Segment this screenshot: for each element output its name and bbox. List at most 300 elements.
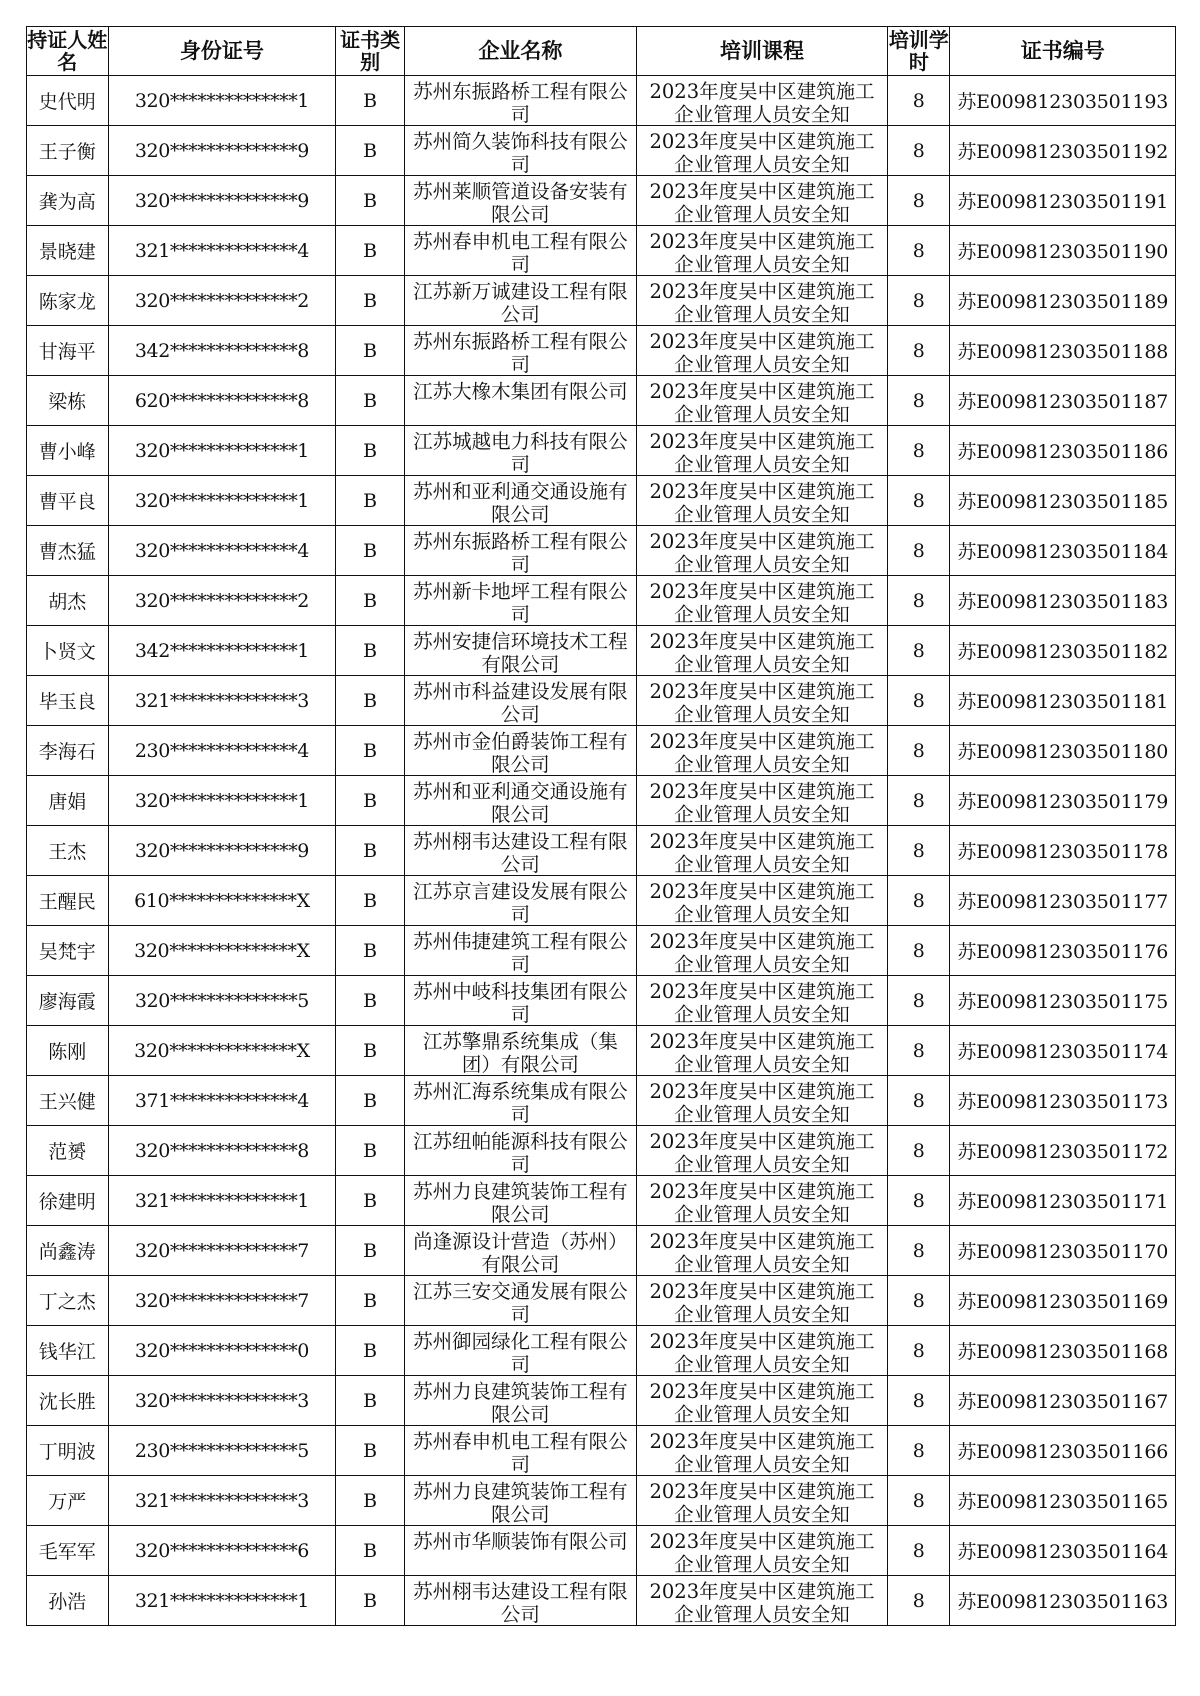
hours-cell: 8 bbox=[888, 126, 950, 176]
hours-cell: 8 bbox=[888, 926, 950, 976]
cert-number-cell: 苏E009812303501174 bbox=[950, 1026, 1176, 1076]
company-cell bbox=[404, 826, 636, 876]
id-number-cell: 321**************3 bbox=[108, 1476, 336, 1526]
course-text: 2023年度吴中区建筑施工企业管理人员安全知 bbox=[649, 279, 875, 324]
course-cell bbox=[636, 926, 887, 976]
cert-category-cell: B bbox=[336, 76, 405, 126]
id-number-cell: 342**************1 bbox=[108, 626, 336, 676]
company-cell bbox=[404, 1426, 636, 1476]
cert-number-cell: 苏E009812303501169 bbox=[950, 1276, 1176, 1326]
company-text: 江苏大橡木集团有限公司 bbox=[413, 379, 628, 403]
cert-number-cell: 苏E009812303501172 bbox=[950, 1126, 1176, 1176]
table-row bbox=[27, 276, 1176, 326]
company-text: 苏州力良建筑装饰工程有限公司 bbox=[413, 1379, 628, 1424]
hours-cell: 8 bbox=[888, 1126, 950, 1176]
table-header bbox=[27, 27, 1176, 76]
header-cert-number: 证书编号 bbox=[950, 27, 1176, 76]
hours-cell: 8 bbox=[888, 76, 950, 126]
course-text: 2023年度吴中区建筑施工企业管理人员安全知 bbox=[649, 879, 875, 924]
course-text: 2023年度吴中区建筑施工企业管理人员安全知 bbox=[649, 929, 875, 974]
holder-name-cell: 吴梵宇 bbox=[27, 926, 109, 976]
company-text: 苏州东振路桥工程有限公司 bbox=[413, 329, 628, 374]
company-text: 苏州市华顺装饰有限公司 bbox=[413, 1529, 628, 1553]
table-row bbox=[27, 1576, 1176, 1626]
cert-number-cell: 苏E009812303501175 bbox=[950, 976, 1176, 1026]
table-row bbox=[27, 826, 1176, 876]
cert-number-cell: 苏E009812303501164 bbox=[950, 1526, 1176, 1576]
course-text: 2023年度吴中区建筑施工企业管理人员安全知 bbox=[649, 1029, 875, 1074]
cert-category-cell: B bbox=[336, 126, 405, 176]
hours-cell: 8 bbox=[888, 1376, 950, 1426]
table-row bbox=[27, 326, 1176, 376]
holder-name-cell: 曹小峰 bbox=[27, 426, 109, 476]
company-text: 苏州安捷信环境技术工程有限公司 bbox=[413, 629, 628, 674]
table-row bbox=[27, 526, 1176, 576]
cert-number-cell: 苏E009812303501179 bbox=[950, 776, 1176, 826]
course-cell bbox=[636, 1526, 887, 1576]
course-text: 2023年度吴中区建筑施工企业管理人员安全知 bbox=[649, 1529, 875, 1574]
id-number-cell: 320**************9 bbox=[108, 126, 336, 176]
company-cell bbox=[404, 376, 636, 426]
table-row bbox=[27, 1076, 1176, 1126]
company-cell bbox=[404, 926, 636, 976]
cert-category-cell: B bbox=[336, 376, 405, 426]
cert-number-cell: 苏E009812303501163 bbox=[950, 1576, 1176, 1626]
holder-name-cell: 王兴健 bbox=[27, 1076, 109, 1126]
course-cell bbox=[636, 626, 887, 676]
holder-name-cell: 孙浩 bbox=[27, 1576, 109, 1626]
course-cell bbox=[636, 776, 887, 826]
table-row bbox=[27, 776, 1176, 826]
course-cell bbox=[636, 576, 887, 626]
company-cell bbox=[404, 776, 636, 826]
company-text: 尚逢源设计营造（苏州）有限公司 bbox=[413, 1229, 628, 1274]
hours-cell: 8 bbox=[888, 226, 950, 276]
id-number-cell: 620**************8 bbox=[108, 376, 336, 426]
cert-category-cell: B bbox=[336, 926, 405, 976]
hours-cell: 8 bbox=[888, 1076, 950, 1126]
course-cell bbox=[636, 876, 887, 926]
id-number-cell: 320**************2 bbox=[108, 576, 336, 626]
company-text: 苏州力良建筑装饰工程有限公司 bbox=[413, 1479, 628, 1524]
company-text: 苏州和亚利通交通设施有限公司 bbox=[413, 479, 628, 524]
cert-number-cell: 苏E009812303501165 bbox=[950, 1476, 1176, 1526]
company-text: 江苏京言建设发展有限公司 bbox=[413, 879, 628, 924]
cert-category-cell: B bbox=[336, 1076, 405, 1126]
hours-cell: 8 bbox=[888, 376, 950, 426]
cert-number-cell: 苏E009812303501184 bbox=[950, 526, 1176, 576]
company-cell bbox=[404, 1026, 636, 1076]
cert-category-cell: B bbox=[336, 1376, 405, 1426]
course-text: 2023年度吴中区建筑施工企业管理人员安全知 bbox=[649, 1379, 875, 1424]
cert-category-cell: B bbox=[336, 1126, 405, 1176]
table-row bbox=[27, 226, 1176, 276]
cert-category-cell: B bbox=[336, 426, 405, 476]
company-text: 苏州栩韦达建设工程有限公司 bbox=[413, 829, 628, 874]
hours-cell: 8 bbox=[888, 1176, 950, 1226]
header-hours: 培训学时 bbox=[888, 28, 949, 74]
company-cell bbox=[404, 976, 636, 1026]
course-text: 2023年度吴中区建筑施工企业管理人员安全知 bbox=[649, 1279, 875, 1324]
id-number-cell: 230**************5 bbox=[108, 1426, 336, 1476]
cert-number-cell: 苏E009812303501193 bbox=[950, 76, 1176, 126]
course-text: 2023年度吴中区建筑施工企业管理人员安全知 bbox=[649, 1329, 875, 1374]
course-cell bbox=[636, 1476, 887, 1526]
cert-category-cell: B bbox=[336, 1326, 405, 1376]
table-row bbox=[27, 626, 1176, 676]
hours-cell: 8 bbox=[888, 626, 950, 676]
cert-category-cell: B bbox=[336, 676, 405, 726]
cert-category-cell: B bbox=[336, 1276, 405, 1326]
cert-number-cell: 苏E009812303501187 bbox=[950, 376, 1176, 426]
cert-category-cell: B bbox=[336, 576, 405, 626]
table-row bbox=[27, 76, 1176, 126]
holder-name-cell: 万严 bbox=[27, 1476, 109, 1526]
certificate-table bbox=[26, 26, 1176, 1626]
course-cell bbox=[636, 1276, 887, 1326]
table-row bbox=[27, 476, 1176, 526]
company-text: 苏州简久装饰科技有限公司 bbox=[413, 129, 628, 174]
cert-category-cell: B bbox=[336, 476, 405, 526]
company-text: 苏州中岐科技集团有限公司 bbox=[413, 979, 628, 1024]
hours-cell: 8 bbox=[888, 426, 950, 476]
holder-name-cell: 陈刚 bbox=[27, 1026, 109, 1076]
table-row bbox=[27, 1126, 1176, 1176]
holder-name-cell: 甘海平 bbox=[27, 326, 109, 376]
holder-name-cell: 唐娟 bbox=[27, 776, 109, 826]
course-cell bbox=[636, 1576, 887, 1626]
course-text: 2023年度吴中区建筑施工企业管理人员安全知 bbox=[649, 679, 875, 724]
company-cell bbox=[404, 1576, 636, 1626]
id-number-cell: 320**************3 bbox=[108, 1376, 336, 1426]
course-text: 2023年度吴中区建筑施工企业管理人员安全知 bbox=[649, 979, 875, 1024]
hours-cell: 8 bbox=[888, 976, 950, 1026]
company-text: 苏州和亚利通交通设施有限公司 bbox=[413, 779, 628, 824]
holder-name-cell: 曹平良 bbox=[27, 476, 109, 526]
table-row bbox=[27, 926, 1176, 976]
cert-number-cell: 苏E009812303501176 bbox=[950, 926, 1176, 976]
cert-category-cell: B bbox=[336, 176, 405, 226]
table-row bbox=[27, 176, 1176, 226]
cert-number-cell: 苏E009812303501180 bbox=[950, 726, 1176, 776]
id-number-cell: 321**************1 bbox=[108, 1176, 336, 1226]
company-cell bbox=[404, 1276, 636, 1326]
holder-name-cell: 胡杰 bbox=[27, 576, 109, 626]
course-text: 2023年度吴中区建筑施工企业管理人员安全知 bbox=[649, 779, 875, 824]
header-row bbox=[27, 27, 1176, 76]
company-text: 苏州御园绿化工程有限公司 bbox=[413, 1329, 628, 1374]
course-cell bbox=[636, 1026, 887, 1076]
hours-cell: 8 bbox=[888, 776, 950, 826]
holder-name-cell: 曹杰猛 bbox=[27, 526, 109, 576]
company-cell bbox=[404, 626, 636, 676]
id-number-cell: 320**************0 bbox=[108, 1326, 336, 1376]
document-page bbox=[26, 26, 1176, 1626]
table-row bbox=[27, 1026, 1176, 1076]
company-cell bbox=[404, 1376, 636, 1426]
id-number-cell: 320**************2 bbox=[108, 276, 336, 326]
course-text: 2023年度吴中区建筑施工企业管理人员安全知 bbox=[649, 379, 875, 424]
cert-category-cell: B bbox=[336, 776, 405, 826]
course-cell bbox=[636, 476, 887, 526]
cert-category-cell: B bbox=[336, 1426, 405, 1476]
hours-cell: 8 bbox=[888, 276, 950, 326]
hours-cell: 8 bbox=[888, 1426, 950, 1476]
holder-name-cell: 李海石 bbox=[27, 726, 109, 776]
cert-number-cell: 苏E009812303501188 bbox=[950, 326, 1176, 376]
course-text: 2023年度吴中区建筑施工企业管理人员安全知 bbox=[649, 1579, 875, 1624]
cert-number-cell: 苏E009812303501166 bbox=[950, 1426, 1176, 1476]
course-text: 2023年度吴中区建筑施工企业管理人员安全知 bbox=[649, 829, 875, 874]
course-text: 2023年度吴中区建筑施工企业管理人员安全知 bbox=[649, 1079, 875, 1124]
company-cell bbox=[404, 426, 636, 476]
company-text: 苏州栩韦达建设工程有限公司 bbox=[413, 1579, 628, 1624]
course-cell bbox=[636, 1076, 887, 1126]
course-text: 2023年度吴中区建筑施工企业管理人员安全知 bbox=[649, 1129, 875, 1174]
cert-number-cell: 苏E009812303501170 bbox=[950, 1226, 1176, 1276]
hours-cell: 8 bbox=[888, 326, 950, 376]
company-text: 苏州新卡地坪工程有限公司 bbox=[413, 579, 628, 624]
hours-cell: 8 bbox=[888, 1276, 950, 1326]
company-cell bbox=[404, 326, 636, 376]
course-cell bbox=[636, 276, 887, 326]
holder-name-cell: 王杰 bbox=[27, 826, 109, 876]
table-row bbox=[27, 126, 1176, 176]
id-number-cell: 320**************5 bbox=[108, 976, 336, 1026]
holder-name-cell: 王子衡 bbox=[27, 126, 109, 176]
company-cell bbox=[404, 176, 636, 226]
table-row bbox=[27, 1226, 1176, 1276]
holder-name-cell: 丁之杰 bbox=[27, 1276, 109, 1326]
id-number-cell: 320**************7 bbox=[108, 1276, 336, 1326]
holder-name-cell: 廖海霞 bbox=[27, 976, 109, 1026]
header-cert-category: 证书类别 bbox=[336, 27, 405, 76]
header-course: 培训课程 bbox=[636, 27, 887, 76]
header-holder-name: 持证人姓名 bbox=[27, 28, 108, 74]
company-cell bbox=[404, 676, 636, 726]
table-row bbox=[27, 1326, 1176, 1376]
cert-category-cell: B bbox=[336, 1176, 405, 1226]
course-cell bbox=[636, 826, 887, 876]
table-row bbox=[27, 376, 1176, 426]
holder-name-cell: 龚为高 bbox=[27, 176, 109, 226]
cert-category-cell: B bbox=[336, 1476, 405, 1526]
cert-category-cell: B bbox=[336, 626, 405, 676]
table-row bbox=[27, 1376, 1176, 1426]
course-text: 2023年度吴中区建筑施工企业管理人员安全知 bbox=[649, 329, 875, 374]
company-text: 苏州莱顺管道设备安装有限公司 bbox=[413, 179, 628, 224]
company-text: 江苏城越电力科技有限公司 bbox=[413, 429, 628, 474]
company-text: 苏州汇海系统集成有限公司 bbox=[413, 1079, 628, 1124]
company-text: 苏州市金伯爵装饰工程有限公司 bbox=[413, 729, 628, 774]
course-cell bbox=[636, 426, 887, 476]
hours-cell: 8 bbox=[888, 1326, 950, 1376]
cert-number-cell: 苏E009812303501183 bbox=[950, 576, 1176, 626]
company-text: 江苏纽帕能源科技有限公司 bbox=[413, 1129, 628, 1174]
course-cell bbox=[636, 976, 887, 1026]
hours-cell: 8 bbox=[888, 726, 950, 776]
course-text: 2023年度吴中区建筑施工企业管理人员安全知 bbox=[649, 479, 875, 524]
holder-name-cell: 卜贤文 bbox=[27, 626, 109, 676]
table-row bbox=[27, 1476, 1176, 1526]
cert-category-cell: B bbox=[336, 226, 405, 276]
holder-name-cell: 梁栋 bbox=[27, 376, 109, 426]
id-number-cell: 342**************8 bbox=[108, 326, 336, 376]
company-text: 苏州春申机电工程有限公司 bbox=[413, 229, 628, 274]
hours-cell: 8 bbox=[888, 476, 950, 526]
id-number-cell: 321**************4 bbox=[108, 226, 336, 276]
cert-category-cell: B bbox=[336, 826, 405, 876]
course-cell bbox=[636, 1376, 887, 1426]
cert-number-cell: 苏E009812303501192 bbox=[950, 126, 1176, 176]
table-row bbox=[27, 1426, 1176, 1476]
course-text: 2023年度吴中区建筑施工企业管理人员安全知 bbox=[649, 1179, 875, 1224]
cert-number-cell: 苏E009812303501168 bbox=[950, 1326, 1176, 1376]
holder-name-cell: 王醒民 bbox=[27, 876, 109, 926]
company-cell bbox=[404, 276, 636, 326]
company-text: 苏州力良建筑装饰工程有限公司 bbox=[413, 1179, 628, 1224]
cert-category-cell: B bbox=[336, 1576, 405, 1626]
cert-number-cell: 苏E009812303501190 bbox=[950, 226, 1176, 276]
id-number-cell: 320**************9 bbox=[108, 176, 336, 226]
hours-cell: 8 bbox=[888, 176, 950, 226]
holder-name-cell: 史代明 bbox=[27, 76, 109, 126]
cert-category-cell: B bbox=[336, 276, 405, 326]
company-cell bbox=[404, 1526, 636, 1576]
id-number-cell: 320**************X bbox=[108, 926, 336, 976]
cert-number-cell: 苏E009812303501171 bbox=[950, 1176, 1176, 1226]
course-text: 2023年度吴中区建筑施工企业管理人员安全知 bbox=[649, 529, 875, 574]
holder-name-cell: 景晓建 bbox=[27, 226, 109, 276]
company-cell bbox=[404, 76, 636, 126]
company-text: 苏州市科益建设发展有限公司 bbox=[413, 679, 628, 724]
course-text: 2023年度吴中区建筑施工企业管理人员安全知 bbox=[649, 729, 875, 774]
course-cell bbox=[636, 176, 887, 226]
id-number-cell: 230**************4 bbox=[108, 726, 336, 776]
cert-number-cell: 苏E009812303501186 bbox=[950, 426, 1176, 476]
cert-category-cell: B bbox=[336, 1226, 405, 1276]
id-number-cell: 320**************7 bbox=[108, 1226, 336, 1276]
course-cell bbox=[636, 1126, 887, 1176]
course-text: 2023年度吴中区建筑施工企业管理人员安全知 bbox=[649, 1479, 875, 1524]
company-text: 苏州春申机电工程有限公司 bbox=[413, 1429, 628, 1474]
course-cell bbox=[636, 1176, 887, 1226]
course-cell bbox=[636, 1226, 887, 1276]
table-row bbox=[27, 676, 1176, 726]
cert-number-cell: 苏E009812303501185 bbox=[950, 476, 1176, 526]
course-cell bbox=[636, 126, 887, 176]
hours-cell: 8 bbox=[888, 576, 950, 626]
company-cell bbox=[404, 876, 636, 926]
course-cell bbox=[636, 1326, 887, 1376]
company-cell bbox=[404, 526, 636, 576]
cert-number-cell: 苏E009812303501181 bbox=[950, 676, 1176, 726]
cert-category-cell: B bbox=[336, 1526, 405, 1576]
id-number-cell: 321**************1 bbox=[108, 1576, 336, 1626]
id-number-cell: 320**************1 bbox=[108, 426, 336, 476]
course-cell bbox=[636, 1426, 887, 1476]
id-number-cell: 610**************X bbox=[108, 876, 336, 926]
holder-name-cell: 徐建明 bbox=[27, 1176, 109, 1226]
id-number-cell: 320**************8 bbox=[108, 1126, 336, 1176]
company-text: 江苏擎鼎系统集成（集团）有限公司 bbox=[422, 1029, 618, 1074]
id-number-cell: 320**************1 bbox=[108, 76, 336, 126]
table-row bbox=[27, 976, 1176, 1026]
hours-cell: 8 bbox=[888, 1226, 950, 1276]
hours-cell: 8 bbox=[888, 526, 950, 576]
company-cell bbox=[404, 1476, 636, 1526]
holder-name-cell: 陈家龙 bbox=[27, 276, 109, 326]
holder-name-cell: 丁明波 bbox=[27, 1426, 109, 1476]
hours-cell: 8 bbox=[888, 1026, 950, 1076]
course-cell bbox=[636, 726, 887, 776]
course-cell bbox=[636, 376, 887, 426]
hours-cell: 8 bbox=[888, 1576, 950, 1626]
holder-name-cell: 尚鑫涛 bbox=[27, 1226, 109, 1276]
id-number-cell: 321**************3 bbox=[108, 676, 336, 726]
cert-number-cell: 苏E009812303501167 bbox=[950, 1376, 1176, 1426]
holder-name-cell: 毕玉良 bbox=[27, 676, 109, 726]
holder-name-cell: 范赟 bbox=[27, 1126, 109, 1176]
course-text: 2023年度吴中区建筑施工企业管理人员安全知 bbox=[649, 629, 875, 674]
cert-category-cell: B bbox=[336, 526, 405, 576]
holder-name-cell: 钱华江 bbox=[27, 1326, 109, 1376]
company-text: 江苏三安交通发展有限公司 bbox=[413, 1279, 628, 1324]
hours-cell: 8 bbox=[888, 876, 950, 926]
company-cell bbox=[404, 1076, 636, 1126]
hours-cell: 8 bbox=[888, 1476, 950, 1526]
company-text: 苏州伟捷建筑工程有限公司 bbox=[413, 929, 628, 974]
company-cell bbox=[404, 1326, 636, 1376]
id-number-cell: 320**************1 bbox=[108, 776, 336, 826]
table-body bbox=[27, 76, 1176, 1626]
course-cell bbox=[636, 326, 887, 376]
id-number-cell: 371**************4 bbox=[108, 1076, 336, 1126]
company-text: 苏州东振路桥工程有限公司 bbox=[413, 529, 628, 574]
table-row bbox=[27, 876, 1176, 926]
holder-name-cell: 毛军军 bbox=[27, 1526, 109, 1576]
table-row bbox=[27, 1526, 1176, 1576]
course-text: 2023年度吴中区建筑施工企业管理人员安全知 bbox=[649, 579, 875, 624]
cert-number-cell: 苏E009812303501182 bbox=[950, 626, 1176, 676]
course-cell bbox=[636, 676, 887, 726]
company-cell bbox=[404, 476, 636, 526]
company-cell bbox=[404, 226, 636, 276]
table-row bbox=[27, 1176, 1176, 1226]
cert-category-cell: B bbox=[336, 1026, 405, 1076]
cert-number-cell: 苏E009812303501189 bbox=[950, 276, 1176, 326]
hours-cell: 8 bbox=[888, 1526, 950, 1576]
hours-cell: 8 bbox=[888, 826, 950, 876]
company-cell bbox=[404, 576, 636, 626]
course-text: 2023年度吴中区建筑施工企业管理人员安全知 bbox=[649, 1229, 875, 1274]
cert-number-cell: 苏E009812303501178 bbox=[950, 826, 1176, 876]
course-text: 2023年度吴中区建筑施工企业管理人员安全知 bbox=[649, 179, 875, 224]
cert-category-cell: B bbox=[336, 326, 405, 376]
header-company: 企业名称 bbox=[404, 27, 636, 76]
course-cell bbox=[636, 526, 887, 576]
cert-category-cell: B bbox=[336, 726, 405, 776]
course-text: 2023年度吴中区建筑施工企业管理人员安全知 bbox=[649, 229, 875, 274]
id-number-cell: 320**************6 bbox=[108, 1526, 336, 1576]
course-text: 2023年度吴中区建筑施工企业管理人员安全知 bbox=[649, 1429, 875, 1474]
id-number-cell: 320**************1 bbox=[108, 476, 336, 526]
cert-number-cell: 苏E009812303501173 bbox=[950, 1076, 1176, 1126]
company-cell bbox=[404, 1126, 636, 1176]
id-number-cell: 320**************X bbox=[108, 1026, 336, 1076]
company-text: 苏州东振路桥工程有限公司 bbox=[413, 79, 628, 124]
cert-category-cell: B bbox=[336, 976, 405, 1026]
